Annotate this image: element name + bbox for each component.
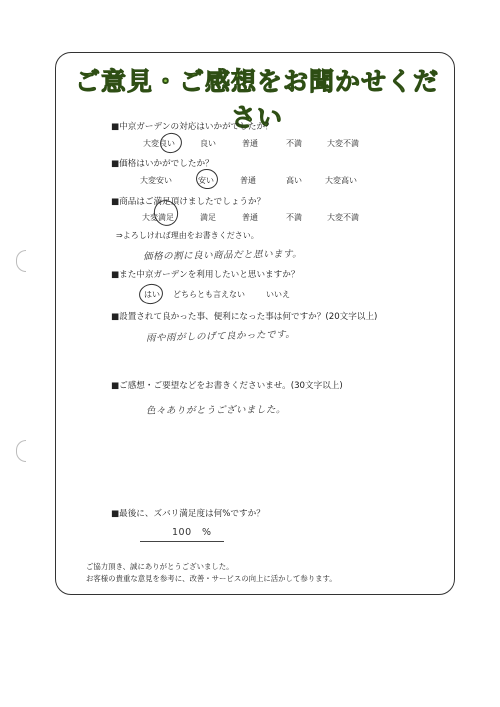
reason-prompt: ⇒よろしければ理由をお書きください。 xyxy=(116,231,259,240)
comments-answer: 色々ありがとうございました。 xyxy=(145,404,287,417)
survey-title: ご意見・ご感想をお聞かせください xyxy=(74,67,439,132)
question-reuse: ■また中京ガーデンを利用したいと思いますか？ xyxy=(111,270,300,280)
question-comments: ■ご感想・ご要望などをお書きくださいませ。(30文字以上) xyxy=(111,381,343,391)
question-service: ■中京ガーデンの対応はいかがでしたか？ xyxy=(111,122,274,132)
option-price-2[interactable]: 安い xyxy=(198,176,214,185)
footer-thanks: ご協力頂き、誠にありがとうございました。 xyxy=(86,562,234,571)
benefits-answer: 雨や雨がしのげて良かったです。 xyxy=(145,329,296,344)
question-benefits: ■設置されて良かった事、便利になった事は何ですか？(20文字以上) xyxy=(111,312,378,322)
satisfaction-unit: % xyxy=(202,527,212,538)
satisfaction-value: 100 xyxy=(172,527,192,538)
satisfaction-underline xyxy=(140,541,224,542)
footer-note: お客様の貴重な意見を参考に、改善・サービスの向上に活かして参ります。 xyxy=(86,574,337,583)
option-product-1[interactable]: 大変満足 xyxy=(142,213,174,222)
option-reuse-neutral[interactable]: どちらとも言えない xyxy=(173,290,245,299)
question-satisfaction: ■最後に、ズバリ満足度は何%ですか？ xyxy=(111,509,265,519)
option-product-5[interactable]: 大変不満 xyxy=(327,213,359,222)
reason-answer: 価格の割に良い商品だと思います。 xyxy=(142,248,303,263)
option-service-5[interactable]: 大変不満 xyxy=(327,139,359,148)
option-reuse-yes[interactable]: はい xyxy=(144,290,160,299)
option-product-3[interactable]: 普通 xyxy=(242,213,258,222)
option-reuse-no[interactable]: いいえ xyxy=(266,290,290,299)
option-price-4[interactable]: 高い xyxy=(286,176,302,185)
question-price: ■価格はいかがでしたか？ xyxy=(111,159,214,169)
option-product-2[interactable]: 満足 xyxy=(200,213,216,222)
option-price-1[interactable]: 大変安い xyxy=(140,176,172,185)
option-service-4[interactable]: 不満 xyxy=(286,139,302,148)
punch-hole-top xyxy=(16,250,26,272)
question-product: ■商品はご満足頂けましたでしょうか？ xyxy=(111,197,266,207)
option-service-2[interactable]: 良い xyxy=(200,139,216,148)
option-price-5[interactable]: 大変高い xyxy=(325,176,357,185)
option-product-4[interactable]: 不満 xyxy=(286,213,302,222)
option-service-1[interactable]: 大変良い xyxy=(143,139,175,148)
punch-hole-bottom xyxy=(16,440,26,462)
option-price-3[interactable]: 普通 xyxy=(240,176,256,185)
option-service-3[interactable]: 普通 xyxy=(242,139,258,148)
